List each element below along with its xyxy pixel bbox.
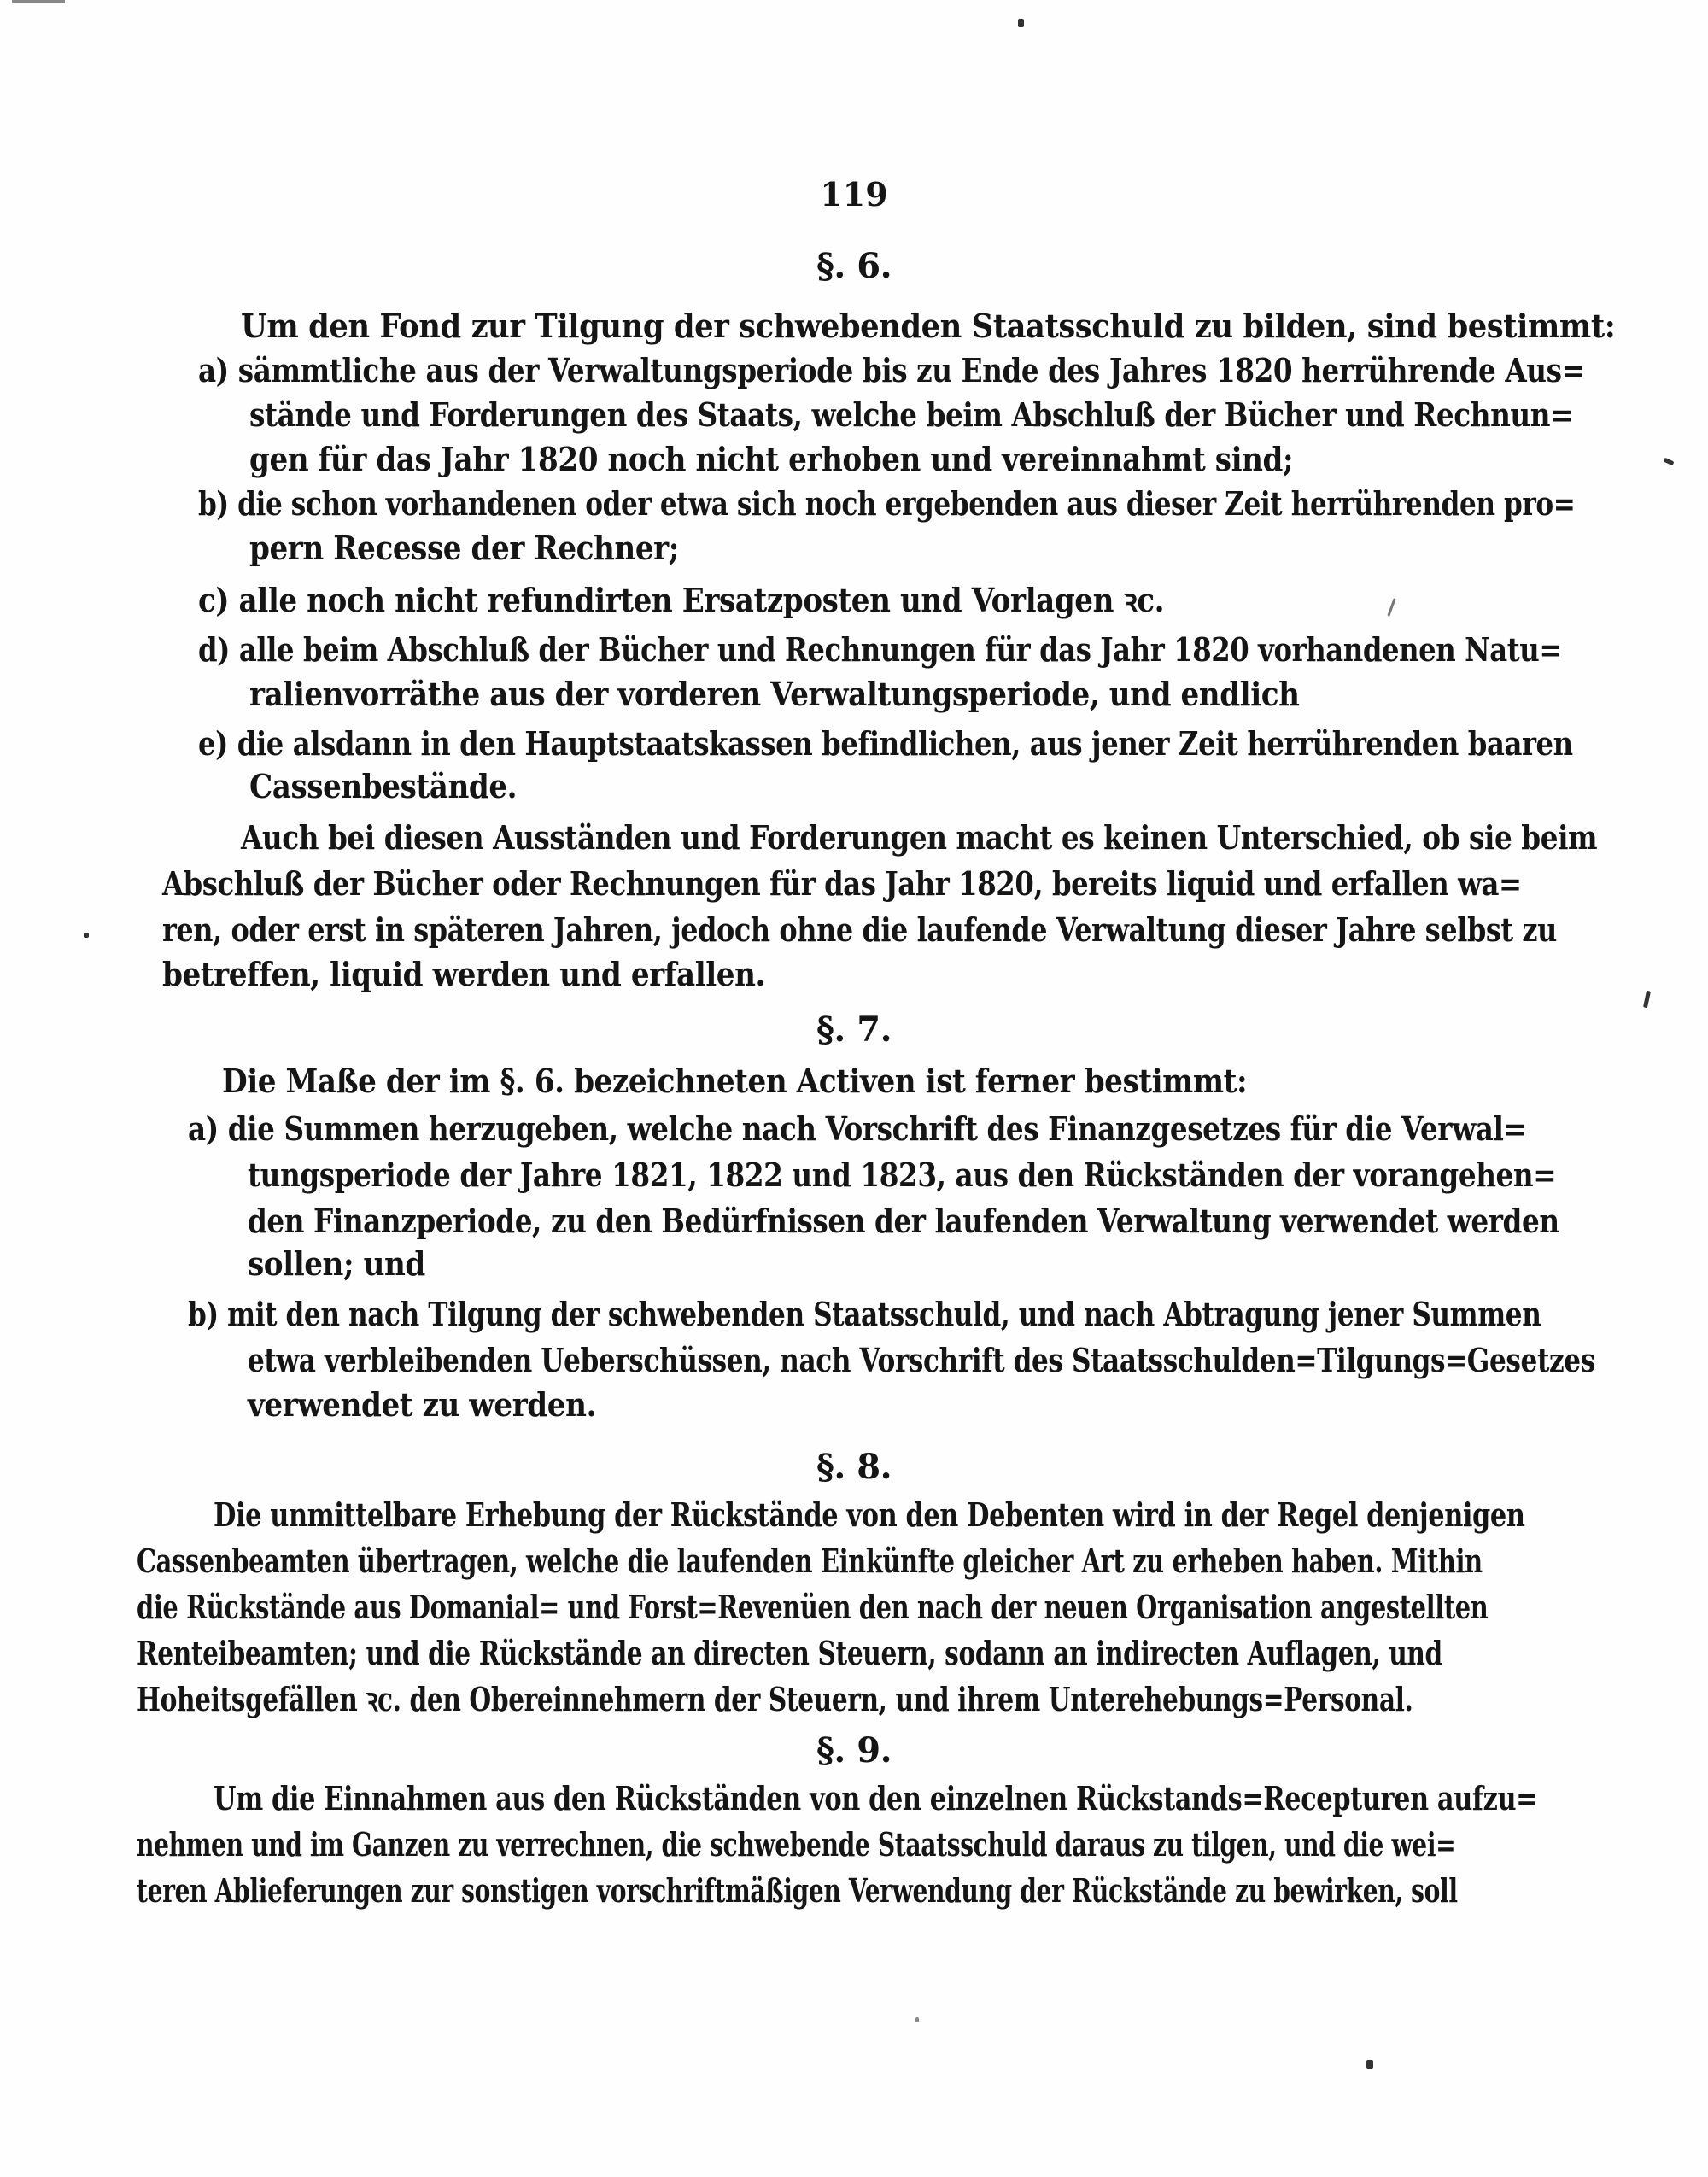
scan-speck bbox=[915, 2017, 919, 2022]
section-heading-9: §. 9. bbox=[816, 1730, 892, 1770]
section-8-paragraph-cont: Renteibeamten; und die Rückstände an directen Steuern, sodann an indirecten Auflagen, und bbox=[137, 1634, 1442, 1672]
section-7-item-a-cont: den Finanzperiode, zu den Bedürfnissen der laufenden Verwaltung verwendet werden bbox=[248, 1202, 1559, 1240]
section-6-item-d: d) alle beim Abschluß der Bücher und Rechnungen für das Jahr 1820 vorhandenen Natu= bbox=[198, 630, 1562, 669]
page-number: 119 bbox=[820, 175, 888, 214]
section-8-paragraph-cont: die Rückstände aus Domanial= und Forst=Revenüen den nach der neuen Organisation angestellten bbox=[137, 1588, 1489, 1626]
section-6-item-d-cont: ralienvorräthe aus der vorderen Verwaltungsperiode, und endlich bbox=[249, 675, 1300, 713]
section-6-paragraph-cont: Abschluß der Bücher oder Rechnungen für das Jahr 1820, bereits liquid und erfallen wa= bbox=[162, 864, 1522, 903]
scan-speck bbox=[1366, 2060, 1373, 2069]
section-6-paragraph-cont: betreffen, liquid werden und erfallen. bbox=[162, 955, 765, 993]
section-9-paragraph: Um die Einnahmen aus den Rückständen von den einzelnen Rückstands=Recepturen aufzu= bbox=[214, 1779, 1538, 1817]
section-6-paragraph: Auch bei diesen Ausständen und Forderungen macht es keinen Unterschied, ob sie beim bbox=[241, 818, 1598, 857]
scan-speck bbox=[1018, 19, 1024, 27]
section-7-item-a-cont: sollen; und bbox=[248, 1244, 425, 1283]
section-6-item-e-cont: Cassenbestände. bbox=[249, 767, 518, 805]
scan-speck bbox=[84, 933, 89, 938]
section-6-item-b-cont: pern Recesse der Rechner; bbox=[249, 529, 679, 567]
section-heading-8: §. 8. bbox=[816, 1447, 892, 1487]
scan-edge-mark bbox=[12, 0, 65, 3]
section-7-item-a-cont: tungsperiode der Jahre 1821, 1822 und 1823, aus den Rückständen der vorangehen= bbox=[248, 1156, 1557, 1194]
section-7-item-a: a) die Summen herzugeben, welche nach Vorschrift des Finanzgesetzes für die Verwal= bbox=[188, 1109, 1527, 1148]
section-9-paragraph-cont: teren Ablieferungen zur sonstigen vorschriftmäßigen Verwendung der Rückstände zu bewirken, soll bbox=[137, 1871, 1458, 1910]
section-9-paragraph-cont: nehmen und im Ganzen zu verrechnen, die schwebende Staatsschuld daraus zu tilgen, und die wei= bbox=[137, 1825, 1456, 1864]
section-heading-6: §. 6. bbox=[816, 246, 892, 286]
section-7-item-b-cont: verwendet zu werden. bbox=[248, 1385, 596, 1424]
section-8-paragraph: Die unmittelbare Erhebung der Rückstände von den Debenten wird in der Regel denjenigen bbox=[214, 1495, 1525, 1534]
section-heading-7: §. 7. bbox=[816, 1009, 892, 1050]
section-6-item-b: b) die schon vorhandenen oder etwa sich noch ergebenden aus dieser Zeit herrührenden pro= bbox=[198, 484, 1576, 523]
section-6-item-e: e) die alsdann in den Hauptstaatskassen befindlichen, aus jener Zeit herrührenden baaren bbox=[198, 724, 1573, 763]
section-7-item-b: b) mit den nach Tilgung der schwebenden Staatsschuld, und nach Abtragung jener Summen bbox=[188, 1295, 1541, 1333]
section-6-item-a: a) sämmtliche aus der Verwaltungsperiode bis zu Ende des Jahres 1820 herrührende Aus= bbox=[198, 351, 1585, 389]
section-7-intro: Die Maße der im §. 6. bezeichneten Activen ist ferner bestimmt: bbox=[222, 1062, 1248, 1100]
section-6-paragraph-cont: ren, oder erst in späteren Jahren, jedoch ohne die laufende Verwaltung dieser Jahre selbst zu bbox=[162, 910, 1557, 949]
section-6-item-a-cont: stände und Forderungen des Staats, welche beim Abschluß der Bücher und Rechnun= bbox=[249, 395, 1574, 434]
section-6-intro: Um den Fond zur Tilgung der schwebenden Staatsschuld zu bilden, sind bestimmt: bbox=[241, 307, 1616, 345]
section-6-item-c: c) alle noch nicht refundirten Ersatzposten und Vorlagen ꝛc. bbox=[198, 581, 1165, 619]
section-8-paragraph-cont: Cassenbeamten übertragen, welche die laufenden Einkünfte gleicher Art zu erheben haben. Mithin bbox=[137, 1542, 1483, 1580]
scan-speck bbox=[1664, 458, 1675, 466]
section-7-item-b-cont: etwa verbleibenden Ueberschüssen, nach Vorschrift des Staatsschulden=Tilgungs=Gesetzes bbox=[248, 1341, 1595, 1379]
section-6-item-a-cont: gen für das Jahr 1820 noch nicht erhoben und vereinnahmt sind; bbox=[249, 440, 1294, 478]
section-8-paragraph-cont: Hoheitsgefällen ꝛc. den Obereinnehmern der Steuern, und ihrem Unterehebungs=Personal. bbox=[137, 1680, 1413, 1718]
scan-speck bbox=[1387, 598, 1395, 617]
scan-speck bbox=[1643, 991, 1651, 1009]
